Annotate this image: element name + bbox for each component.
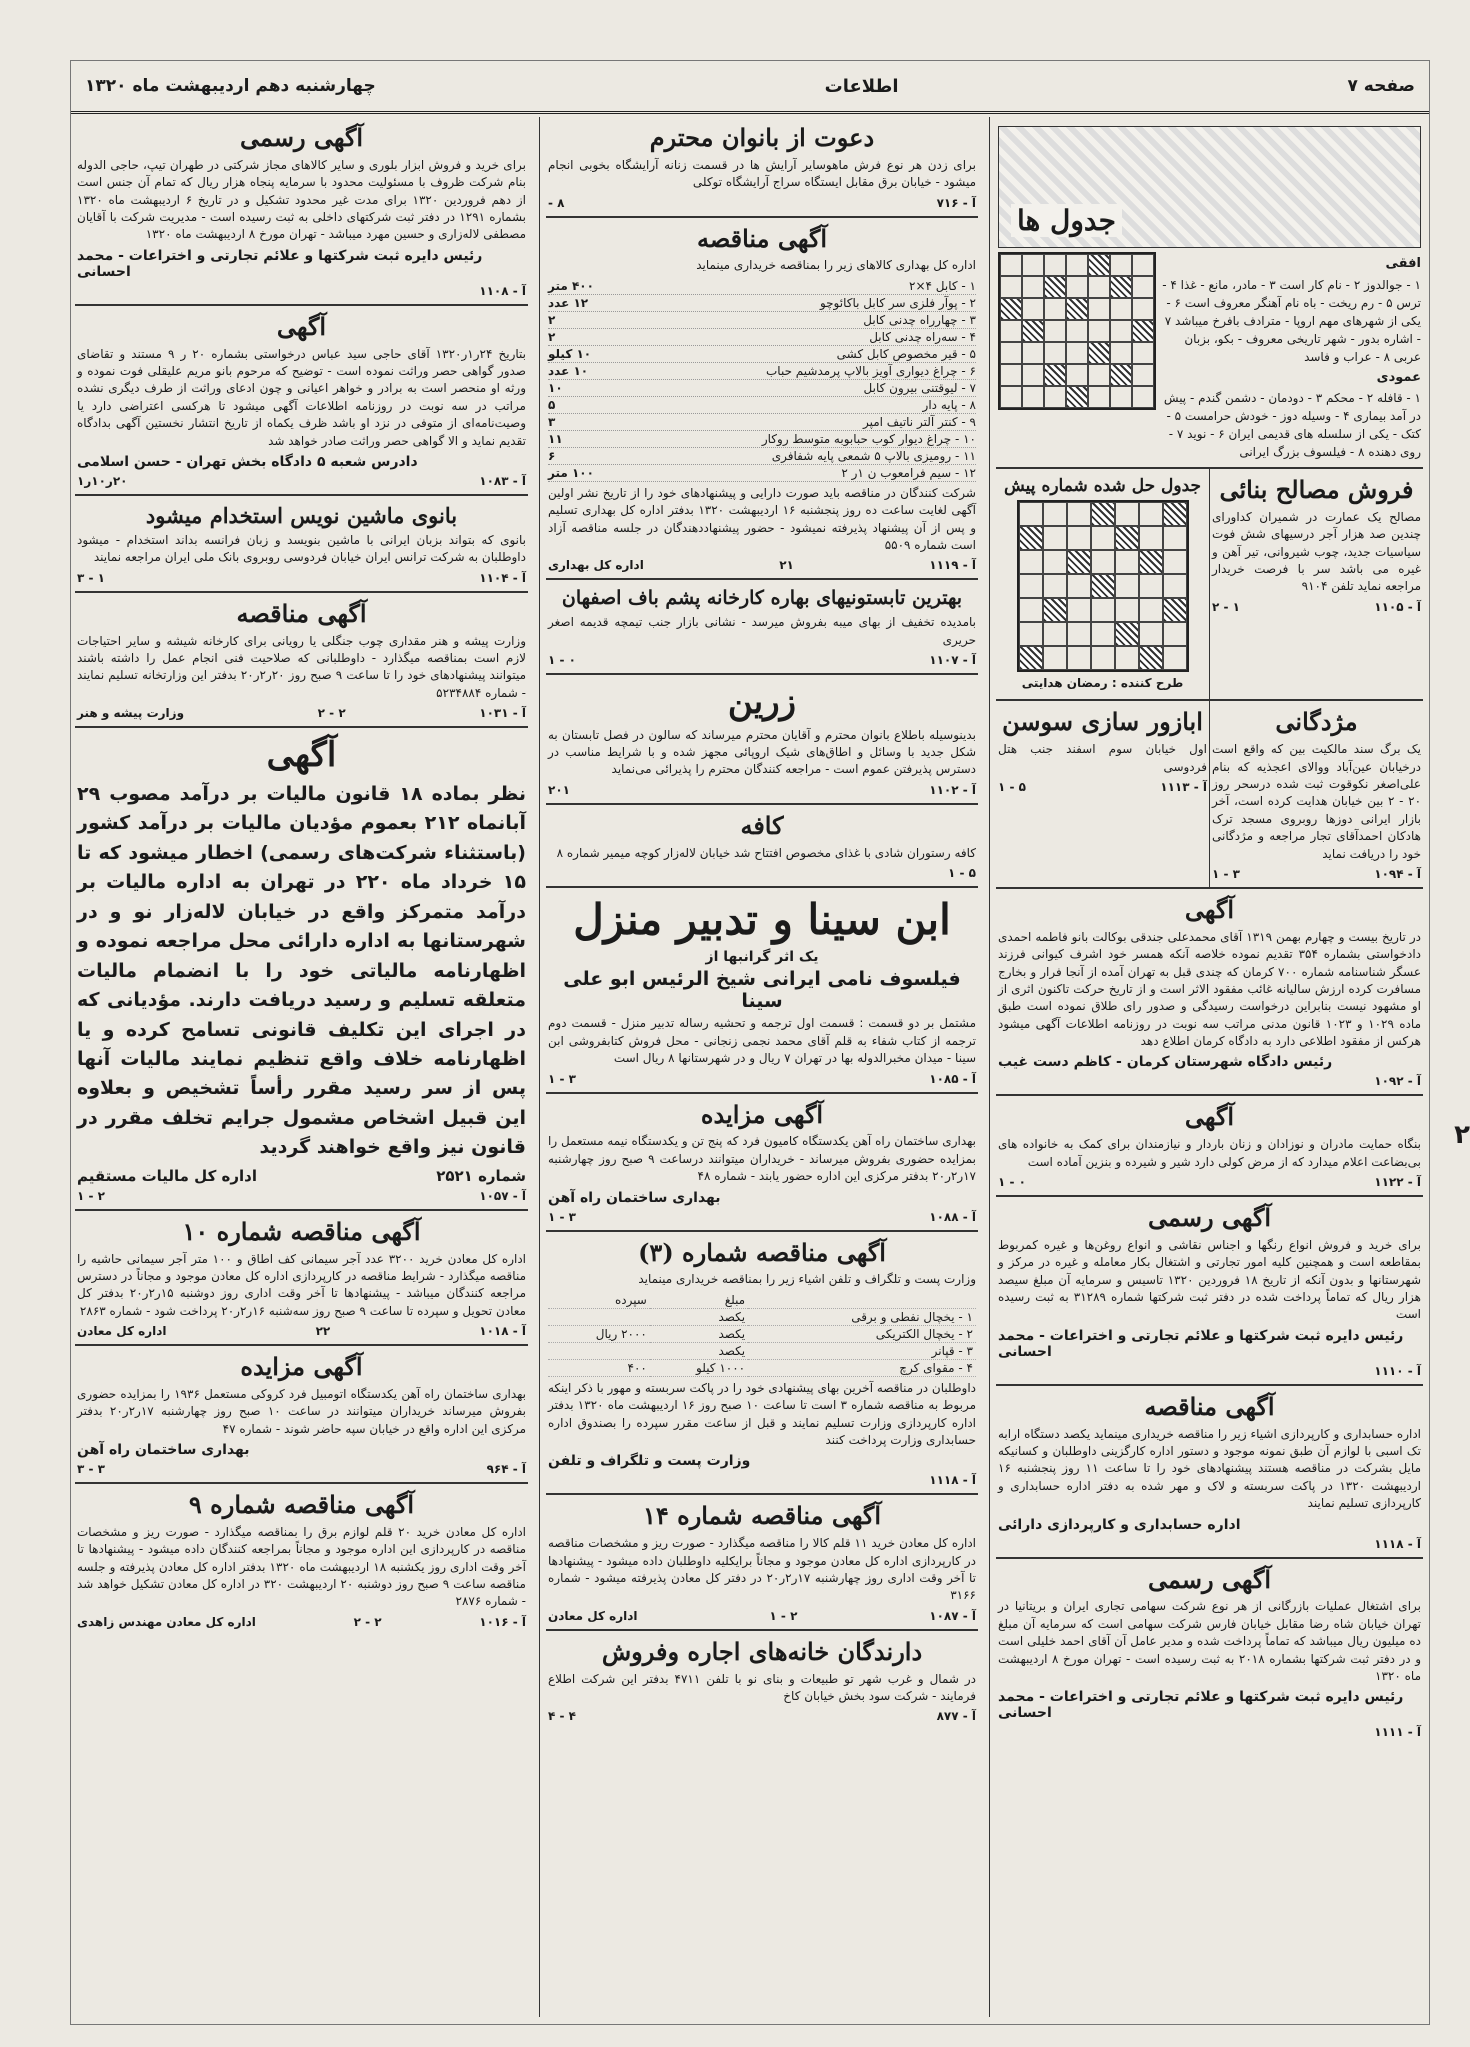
list-item: ۱ - کابل ۴×۲ ۴۰۰ متر — [548, 278, 976, 293]
book-author: فیلسوف نامی ایرانی شیخ الرئیس ابو علی سینا — [563, 968, 961, 1013]
official-notice-glass — [75, 117, 528, 306]
list-item: ۹ - کنتر آلتر ناتیف امپر ۳ — [548, 414, 976, 429]
ad-code: آ - ۱۱۱۸ — [1374, 1536, 1421, 1551]
issue-date: چهارشنبه دهم اردیبهشت ماه ۱۳۲۰ — [85, 76, 376, 96]
tender-table — [548, 1292, 976, 1377]
notice-body: بنگاه حمایت مادران و نوزادان و زنان باردار و نیازمندان برای کمک به خانواده های بی‌بضاعت اعلام میدارد که از مرض کولی دارد شیر و شیرده و بنزین آماده است — [998, 1137, 1421, 1169]
ad-run: ۸ - — [548, 195, 565, 210]
notice-signature: رئیس دایره ثبت شرکتها و علائم تجارتی و اختراعات - محمد احسانی — [77, 247, 483, 280]
ad-run: ۲۲ — [315, 1324, 331, 1339]
left-column — [69, 117, 534, 2017]
ad-run: ۲ - ۲ — [353, 1614, 382, 1629]
tender-accounting — [996, 1386, 1423, 1559]
crossword — [996, 117, 1423, 469]
ad-code: آ - ۱۰۹۴ — [1374, 866, 1421, 881]
tender-signature: اداره کل معادن مهندس زاهدی — [77, 1614, 256, 1629]
list-item: ۶ - چراغ دیواری آویز بالاپ پرمدشیم حباب ۱۰ عدد — [548, 363, 976, 378]
tender-signature: وزارت پست و تلگراف و تلفن — [548, 1453, 751, 1470]
tax-signature: اداره کل مالیات مستقیم — [77, 1166, 257, 1185]
tax-number: شماره ۲۵۲۱ — [436, 1166, 526, 1185]
ad-code: آ - ۱۰۸۵ — [929, 1071, 976, 1086]
book-title: ابن سینا و تدبیر منزل — [573, 895, 951, 945]
bazar-body: اول خیابان سوم اسفند جنب هتل فردوسی — [998, 742, 1207, 774]
tender-title: آگهی مناقصه شماره ۱۴ — [642, 1501, 882, 1531]
table-row: ۲ - یخچال الکتریکی یکصد ۲۰۰۰ ریال — [548, 1325, 976, 1342]
notice-title: آگهی رسمی — [239, 123, 364, 152]
tax-body: نظر بماده ۱۸ قانون مالیات بر درآمد مصوب ۲۹ آبانماه ۲۱۲ بعموم مؤدیان مالیات بر درآمد کشور (باستثناء شرکت‌های رسمی) اخطار میشود که تا ۱۵ خرداد ماه ۲۲۰ در تهران به اداره مالیات بر درآمد متمرکز واقع در خیابان لاله‌زار نو و در شهرستانها به اداره دارائی محل مراجعه نموده و اظهارنامه مالیاتی خود را با انضمام مالیات متعلقه تسلیم و رسید دریافت دارند. مؤدیانی که در اجرای این تکلیف قانونی تسامح کرده و یا اظهارنامه خلاف واقع تنظیم نمایند مالیات آنها پس از سر رسید مقرر رأساً تشخیص و بعلاوه این قبیل اشخاص مشمول جرایم تخلف مقرر در قانون نیز واقع خواهند گردید — [77, 783, 526, 1159]
ad-code: آ - ۱۰۱۸ — [479, 1324, 526, 1339]
notice-title: آگهی — [1184, 1102, 1235, 1132]
setter: طرح کننده : رمضان هدایتی — [1021, 676, 1184, 691]
tender-body: اداره حسابداری و کارپردازی اشیاء زیر را مناقصه خریداری مینماید یکصد دستگاه ارابه تک اسبی با لوازم آن طبق نمونه موجود و دستور اداره کارگزینی داوطلبان و کسانیکه مایل بشرکت در مناقصه هستند پیشنهادهای خود را تا ساعت ۱۱ روز پنجشنبه ۱۶ اردیبهشت ۱۳۲۰ در پاکت سربسته و لاک و مهر شده به دفتر اداره حسابداری و کارپردازی تسلیم نمایند — [998, 1426, 1422, 1511]
across-heading: افقی — [1385, 256, 1421, 271]
tender-title: آگهی مناقصه شماره ۹ — [188, 1490, 415, 1520]
crossword-illustration — [998, 126, 1421, 248]
zarrin-title: زرین — [727, 681, 797, 722]
reward-title: مژدگانی — [1275, 707, 1358, 737]
tender-title: آگهی مناقصه — [696, 223, 828, 253]
ad-run: ۵ - ۱ — [948, 866, 976, 881]
ad-run: ۲ - ۲ — [317, 706, 346, 721]
down-heading: عمودی — [1376, 369, 1421, 385]
list-item: ۱۲ - سیم فرامعوب ن ۱ر ۲ ۱۰۰ متر — [548, 465, 976, 480]
tender-mines-9 — [75, 1484, 528, 1635]
list-item: ۱۱ - رومیزی بالاپ ۵ شمعی پایه شفافری ۶ — [548, 448, 976, 463]
notice-signature: دادرس شعبه ۵ دادگاه بخش تهران - حسن اسلامی — [77, 453, 418, 470]
tender-body: داوطلبان در مناقصه آخرین بهای پیشنهادی خود را در پاکت سربسته و مهور با ذکر اینکه مربوط به مناقصه شماره ۳ است تا ساعت ۱۰ صبح روز ۱۶ اردیبهشت ماه ۱۳۲۰ بدفتر اداره کارپردازی وزارت تسلیم نمایند و قبل از ساعت مقرر سپرده را بصندوق اداره حسابداری وزارت پرداخت کنند — [548, 1380, 976, 1447]
ad-code: آ - ۱۱۰۵ — [1374, 599, 1421, 614]
ad-code: آ - ۱۰۹۲ — [1374, 1074, 1421, 1089]
solution-grid — [1017, 500, 1189, 672]
ad-code: آ - ۱۱۰۲ — [929, 782, 976, 797]
ad-code: آ - ۱۰۸۷ — [929, 1608, 976, 1623]
notice-body: برای اشتغال عملیات بازرگانی از هر نوع شرکت سهامی تجاری ایران و بریتانیا در تهران خیابان شاه رضا مقابل خیابان فارس شرکت سهامی است که سرمایه آن مبلغ ده میلیون ریال میباشد که تماماً پرداخت شده و مدیر عامل آن آقای احمد خلیلی است و در دفتر ثبت شرکتها بشماره ۲۰۱۸ به ثبت رسیده است - تهران مورخ ۸ اردیبهشت ماه ۱۳۲۰ — [998, 1599, 1421, 1683]
reward-ad — [1210, 701, 1423, 887]
cafe-title: کافه — [740, 810, 784, 840]
notice-title: آگهی — [276, 311, 327, 341]
reward-body: یک برگ سند مالکیت بین که واقع است درخیابان عین‌آباد ووالای اعجذیه که بنام علی‌اصغر نکوقوت ثبت شده درسحر روز ۲۰ - ۲ بین خیابان هدایت کرده است، آخر بازار ایرانی دوزها روبروی مسجد ترک هادکان احمدآقای تجار مراجعه و مژدگانی خود را دریافت نماید — [1212, 742, 1422, 861]
ad-run: ۰ - ۱ — [548, 652, 576, 667]
cafe-body: کافه رستوران شادی با غذای مخصوص افتتاح شد خیابان لاله‌زار کوچه میمیر شماره ۸ — [556, 845, 976, 860]
tender-health — [546, 218, 978, 581]
book-sub: یک اثر گرانبها از — [705, 949, 819, 966]
rental-title: دارندگان خانه‌های اجاره وفروش — [601, 1636, 923, 1666]
newspaper-page — [70, 60, 1430, 2025]
down-clues: ۱ - قافله ۲ - محکم ۳ - دودمان - دشمن گندم - پیش در آمد بیماری ۴ - وسیله دوز - خودش حرامست ۵ - کتک - یکی از سلسله های قدیمی ایران ۶ - نوید ۷ - روی دهنده ۸ - فیلسوف بزرگ ایرانی — [1163, 391, 1421, 459]
ad-run: ۲۰۱ — [548, 782, 570, 797]
auction-signature: بهداری ساختمان راه آهن — [77, 1442, 250, 1459]
rental-body: در شمال و غرب شهر تو طبیعات و بنای نو با تلفن ۴۷۱۱ بدفتر این شرکت اطلاع فرمایند - شرکت سود بخش خیابان کاخ — [548, 1671, 976, 1703]
ad-code: آ - ۱۱۱۸ — [929, 1473, 976, 1488]
list-item: ۳ - چهارراه چدنی کابل ۲ — [548, 312, 976, 327]
table-row: ۳ - قپانر یکصد — [548, 1342, 976, 1359]
right-column — [989, 117, 1429, 2017]
list-item: ۷ - لیوقتنی بیرون کابل ۱۰ — [548, 380, 976, 395]
tender-intro: اداره کل بهداری کالاهای زیر را بمناقصه خریداری مینماید — [696, 258, 976, 273]
official-notice-trade — [996, 1559, 1423, 1746]
tax-title: آگهی — [266, 735, 337, 776]
ad-code: آ - ۱۱۲۲ — [1374, 1175, 1421, 1190]
typist-ad — [75, 496, 528, 593]
auction-signature: بهداری ساختمان راه آهن — [548, 1189, 721, 1206]
notice-signature: رئیس دایره ثبت شرکتها و علائم تجارتی و اختراعات - محمد احسانی — [998, 1327, 1404, 1360]
ad-run: ۳ - ۱ — [548, 1071, 576, 1086]
table-row: ۴ - مقوای کرچ ۱۰۰۰ کیلو ۴۰۰ — [548, 1359, 976, 1376]
ad-run: ۱ - ۲ — [1212, 599, 1240, 614]
ad-run: ۴ - ۴ — [548, 1709, 576, 1724]
solution-title: جدول حل شده شماره پیش — [1003, 476, 1202, 496]
carpet-factory-ad — [546, 580, 978, 675]
bazar-title: ابازور سازی سوسن — [1002, 707, 1203, 737]
carpet-body: بامدیده تخفیف از بهای میبه بفروش میرسد - نشانی بازار جنب تیمچه قدیمه اصغر حریری — [548, 615, 976, 647]
tender-signature: وزارت پیشه و هنر — [77, 706, 185, 721]
bazar-ad — [996, 701, 1210, 887]
notice-signature: رئیس دادگاه شهرستان کرمان - کاظم دست غیب — [998, 1054, 1333, 1071]
notice-body: برای خرید و فروش انواع رنگها و اجناس نقاشی و انواع روغن‌ها و غیره کمربوط بمقاطعه است و همچنین کلیه امور تجارتی و اشتغال بکار معامله و غیره در مرکز و شهرستانها و بدون آنکه از تاریخ ۱۸ فروردین ۱۳۲۰ تاسیس و سرمایه آن مبلغ سیصد هزار ریال که تماماً پرداخت شده در دفتر ثبت شرکتها شماره ۳۱۲۸۹ به ثبت رسیده است — [998, 1237, 1422, 1322]
notice-body: در تاریخ بیست و چهارم بهمن ۱۳۱۹ آقای محمدعلی جندقی بوکالت بانو فاطمه احمدی دادخواستی بشماره ۳۵۴ تقدیم نموده خلاصه آنکه همسر خود اشرف کیوانی فرزند عسگر شناسنامه شماره ۷۰۰ کرمان که چندی قبل به تهران آمده از آنجا فرار و بخارج مسافرت کرده ارزش سالیانه غائب مفقود الاثر است و از تاریخ حرکت تاکنون اثری از او مشهود نیست بنابراین درخواست رسیدگی و صدور رای طلاق نموده است طبق ماده ۱۰۲۹ و ۱۰۲۳ قانون مدنی مراتب سه نوبت در روزنامه اطلاعات آگهی میشود هرکس از مفقود اطلاعی دارد به دادگاه کرمان اطلاع دهد — [998, 929, 1422, 1049]
auction-title: آگهی مزایده — [240, 1352, 363, 1382]
zarrin-body: بدینوسیله باطلاع بانوان محترم و آقایان محترم میرساند که سالون در فصل تابستان به شکل جدید با وسائل و اطاق‌های شیک اروپائی مجهز شده و با شرایط مناسب در دسترس پذیرفتن عموم است - مراجعه کنندگان محترم را پذیرائی می‌نماید — [548, 727, 976, 777]
building-materials-ad — [1210, 469, 1423, 699]
ad-code: آ - ۱۱۱۰ — [1374, 1363, 1421, 1378]
solved-puzzle — [996, 469, 1210, 699]
notice-title: آگهی رسمی — [1147, 1203, 1272, 1233]
tender-signature: اداره حسابداری و کارپردازی دارائی — [998, 1516, 1241, 1533]
tender-title: آگهی مناقصه شماره ۱۰ — [182, 1216, 421, 1246]
ad-code: آ - ۱۰۸۸ — [929, 1209, 976, 1224]
tender-title: آگهی مناقصه شماره (۳) — [638, 1237, 886, 1267]
court-notice-kerman — [996, 889, 1423, 1097]
carpet-title: بهترین تابستونیهای بهاره کارخانه پشم باف اصفهان — [561, 587, 963, 610]
across-clues: ۱ - جوالدوز ۲ - نام کار است ۳ - مادر، مانع - غذا ۴ - ترس ۵ - رم ریخت - باه نام آهنگر معروف است ۶ - یکی از شهرهای مهم اروپا - مترادف بافرخ میباشد ۷ - اشاره بدور - شهر تاریخی معروف - بکو، بزبان عربی ۸ - عراب و فاسد — [1162, 277, 1421, 364]
official-notice-paint — [996, 1197, 1423, 1386]
cafe-ad — [546, 805, 978, 888]
beauty-body: برای زدن هر نوع فرش ماهوسایر آرایش ها در قسمت زنانه آرایشگاه بخوبی انجام میشود - خیابان برق مقابل ایستگاه سراج آرایشگاه توکلی — [548, 157, 976, 190]
ad-code: آ - ۱۰۱۶ — [479, 1614, 526, 1629]
tender-signature: اداره کل معادن — [548, 1608, 638, 1623]
ad-run: ۲ - ۱ — [769, 1608, 798, 1623]
tender-body: اداره کل معادن خرید ۱۱ قلم کالا را مناقصه میگذارد - صورت ریز و مشخصات مناقصه در کارپردازی اداره کل معادن موجود و مجاناً برایکلیه داوطلبان داده میشود - پیشنهادها تا آخر وقت اداری روز چهارشنبه ۱۷ر۲ر۲۰ در دفتر کل معادن پذیرفته میشود - شماره ۳۱۶۶ — [548, 1536, 977, 1603]
ad-code: آ - ۱۱۰۸ — [479, 283, 526, 298]
notice-body: برای خرید و فروش ابزار بلوری و سایر کالاهای مجاز شرکتی در طهران تیپ، حاجی الدوله بنام شرکت ظروف با مسئولیت محدود با سرمایه پنجاه هزار ریال که تمام آن جنس است از دهم فروردین ۱۳۲۰ برای مدت غیر محدود تشکیل و در تاریخ ۶ اردیبهشت ماه ۱۳۲۰ بشماره ۱۲۹۱ در دفتر ثبت شرکتهای داخلی به ثبت رسیده است - مدیریت شرکت با آقایان مصطفی لاله‌زاری و حسین مهرد میباشد - تهران مورخ ۸ اردیبهشت ماه ۱۳۲۰ — [77, 157, 527, 242]
notice-signature: رئیس دایره ثبت شرکتها و علائم تجارتی و اختراعات - محمد احسانی — [998, 1689, 1404, 1722]
tender-signature: اداره کل معادن — [77, 1324, 167, 1339]
ad-code: آ - ۱۰۵۷ — [479, 1188, 526, 1203]
list-item: ۸ - پایه دار ۵ — [548, 397, 976, 412]
tender-post — [546, 1232, 978, 1496]
tender-intro: وزارت پست و تلگراف و تلفن اشیاء زیر را بمناقصه خریداری مینماید — [638, 1272, 976, 1287]
maternity-notice — [996, 1096, 1423, 1197]
ad-code: آ - ۸۷۷ — [936, 1709, 976, 1724]
tender-title: آگهی مناقصه — [1144, 1391, 1275, 1421]
tender-body: شرکت کنندگان در مناقصه باید صورت دارایی و پیشنهادهای خود را از تاریخ نشر اولین آگهی لغایت ساعت ده روز پنجشنبه ۱۶ اردیبهشت ۱۳۲۰ بدفتر اداره کل بهداری تسلیم و پس از آن پیشنهاد پذیرفته نمیشود - حضور پیشنهاددهندگان در جلسه مناقصه آزاد است شماره ۵۵۰۹ — [548, 485, 976, 552]
ad-run: ۲۱ — [779, 558, 794, 573]
tender-body: وزارت پیشه و هنر مقداری چوب جنگلی یا رویانی برای کارخانه شیشه و سایر احتیاجات لازم است بمناقصه میگذارد - داوطلبانی که صلاحیت فنی انجام عمل را داشته باشند میتوانند پیشنهادهای خود را تا ساعت ۹ صبح روز ۲۰ر۲ر۲۰ بدفتر این وزارتخانه تسلیم نمایند - شماره ۵۲۳۴۸۸۴ — [77, 633, 526, 700]
court-notice-tehran — [75, 306, 528, 496]
building-title: فروش مصالح بنائی — [1219, 475, 1414, 504]
auction-car — [75, 1346, 528, 1484]
auction-body: بهداری ساختمان راه آهن یکدستگاه اتومبیل فرد کروکی مستعمل ۱۹۳۶ را بمزایده حضوری بفروش میرساند خریداران میتوانند در ساعت ۱۰ صبح روز چهارشنبه ۱۷ر۲ر۲۰ بدفتر مرکزی این اداره واقع در خیابان سپه حاضر شوند - شماره ۴۷ — [77, 1386, 527, 1436]
tender-signature: اداره کل بهداری — [548, 558, 644, 573]
masthead — [71, 61, 1429, 114]
list-item: ۵ - قیر مخصوص کابل کشی ۱۰ کیلو — [548, 346, 976, 361]
list-item: ۲ - پوآر فلزی سر کابل باکائوچو ۱۲ عدد — [548, 295, 976, 310]
ad-run: ۳ - ۱ — [1212, 866, 1240, 881]
notice-title: آگهی — [1184, 894, 1235, 924]
ad-code: آ - ۱۱۰۷ — [929, 652, 976, 667]
ad-run: ۲۰ر۱۰ر۱ — [77, 473, 128, 488]
ad-run: ۰ - ۱ — [998, 1175, 1026, 1190]
notice-body: بتاریخ ۲۴ر۱ر۱۳۲۰ آقای حاجی سید عباس درخواستی بشماره ۲۰ ر ۹ مستند و تقاضای صدور گواهی حصر وراثت نموده است - توضیح که مرحوم بانو مریم علیقلی فوت نموده و ورثه او منحصر است به برادر و خواهر اعیانی و چون ادعای وراثت از طرف دیگری نشده مراتب در سه نوبت در روزنامه اطلاعات آگهی میشود تا هرکسی اعتراضی دارد یا وصیت‌نامه‌ای از متوفی در نزد او باشد ظرف یکماه از تاریخ انتشار نخستین آگهی بدادگاه تقدیم نماید و الا گواهی حصر وراثت صادر خواهد شد — [77, 346, 526, 448]
ad-run: ۲ - ۱ — [77, 1188, 105, 1203]
paper-name: اطلاعات — [824, 75, 899, 97]
beauty-title: دعوت از بانوان محترم — [649, 123, 875, 152]
tender-title: آگهی مناقصه — [236, 598, 367, 628]
tax-notice — [75, 728, 528, 1210]
ad-run: ۳ - ۱ — [548, 1209, 576, 1224]
crossword-title: جدول ها — [1011, 204, 1122, 237]
beauty-salon-ad — [546, 117, 978, 218]
typist-body: بانوی که بتواند بزبان ایرانی با ماشین بنویسد و زبان فرانسه بداند استخدام - میشود داوطلبان به شرکت ترانس ایران خیابان فردوسی روبروی بانک ملی ایران مراجعه نمایند — [77, 533, 526, 565]
tender-crafts — [75, 593, 528, 728]
tender-body: اداره کل معادن خرید ۳۲۰۰ عدد آجر سیمانی کف اطاق و ۱۰۰ متر آجر سیمانی حاشیه را مناقصه میگذارد - شرایط مناقصه در کارپردازی اداره کل معادن موجود و مجاناً در دسترس مراجعه کنندگان میباشد - پیشنهادها تا آخر وقت اداری روز دوشنبه ۱۵ر۲ر۲۰ بدفتر کل معادن تحویل و سپرده تا ساعت ۹ صبح روز سه‌شنبه ۱۶ر۲ر۲۰ پرداخت شود - شماره ۲۸۶۳ — [77, 1251, 526, 1318]
rental-ad — [546, 1631, 978, 1730]
list-item: ۱۰ - چراغ دیوار کوب حبابوبه متوسط روکار ۱۱ — [548, 431, 976, 446]
typist-title: بانوی ماشین نویس استخدام میشود — [145, 502, 458, 528]
ad-code: آ - ۱۱۱۱ — [1374, 1725, 1421, 1740]
ad-code: آ - ۱۱۱۳ — [1160, 779, 1207, 794]
building-body: مصالح یک عمارت در شمیران کداورای چندین صد هزار آجر درسیهای شش فوت سیاسیات جدید، چوب شیروانی، تیر آهن و غیره می باشد سر با فرصت خریدار مراجعه نماید تلفن ۹۱۰۴ — [1212, 509, 1421, 594]
book-body: مشتمل بر دو قسمت : قسمت اول ترجمه و تحشیه رساله تدبیر منزل - قسمت دوم ترجمه از کتاب شفاء به قلم آقای محمد نجمی زنجانی - محل فروش کتابفروشی ابن سینا - میدان مخبرالدوله بها در تهران ۷ ریال و در شهرستانها ۸ ریال است — [548, 1016, 976, 1066]
page-number: صفحه ۷ — [1347, 76, 1415, 96]
ad-run: ۱ - ۳ — [77, 570, 105, 585]
auction-body: بهداری ساختمان راه آهن یکدستگاه کامیون فرد که پنج تن و یکدستگاه نیمه مستعمل را بمزایده حضوری بفروش میرساند - خریداران میتوانند درساعت ۹ صبح روز چهارشنبه ۱۷ر۲ر۲۰ بدفتر مرکزی این اداره حضور یابند - شماره ۴۸ — [548, 1134, 976, 1184]
ad-code: آ - ۹۶۴ — [486, 1462, 526, 1477]
tender-body: اداره کل معادن خرید ۲۰ قلم لوازم برق را بمناقصه میگذارد - صورت ریز و مشخصات مناقصه در کارپردازی این اداره موجود و مجاناً بمراجعه کنندگان داده میشود - پیشنهادها تا آخر وقت اداری روز یکشنبه ۱۸ اردیبهشت ماه ۱۳۲۰ بدفتر اداره کل معادن پذیرفته و جلسه مناقصه ساعت ۹ صبح روز دوشنبه ۲۰ اردیبهشت ۳۲۰ در اداره کل معادن تشکیل خواهد شد - شماره ۲۸۷۶ — [77, 1524, 526, 1609]
table-row: ۱ - یخچال نفطی و برقی یکصد — [548, 1308, 976, 1325]
tender-mines-10 — [75, 1211, 528, 1346]
tender-mines-14 — [546, 1495, 978, 1630]
notice-title: آگهی رسمی — [1147, 1564, 1272, 1594]
crossword-grid — [998, 252, 1156, 410]
auction-title: آگهی مزایده — [700, 1099, 824, 1129]
ad-run: ۵ - ۱ — [998, 779, 1026, 794]
ad-run: ۳ - ۳ — [77, 1462, 105, 1477]
middle-column — [539, 117, 984, 2017]
auction-truck — [546, 1094, 978, 1232]
list-item: ۴ - سه‌راه چدنی کابل ۲ — [548, 329, 976, 344]
margin-mark: ۲ — [1454, 1120, 1470, 1150]
tender-items — [548, 278, 976, 482]
zarrin-ad — [546, 675, 978, 805]
ad-code: آ - ۱۱۱۹ — [929, 558, 976, 573]
ad-code: آ - ۱۰۸۳ — [479, 473, 526, 488]
ad-code: آ - ۱۱۰۴ — [479, 570, 526, 585]
ad-code: آ - ۷۱۶ — [936, 195, 976, 210]
book-ad — [546, 888, 978, 1094]
ad-code: آ - ۱۰۳۱ — [479, 706, 526, 721]
table-header: مبلغ سپرده — [548, 1292, 976, 1309]
